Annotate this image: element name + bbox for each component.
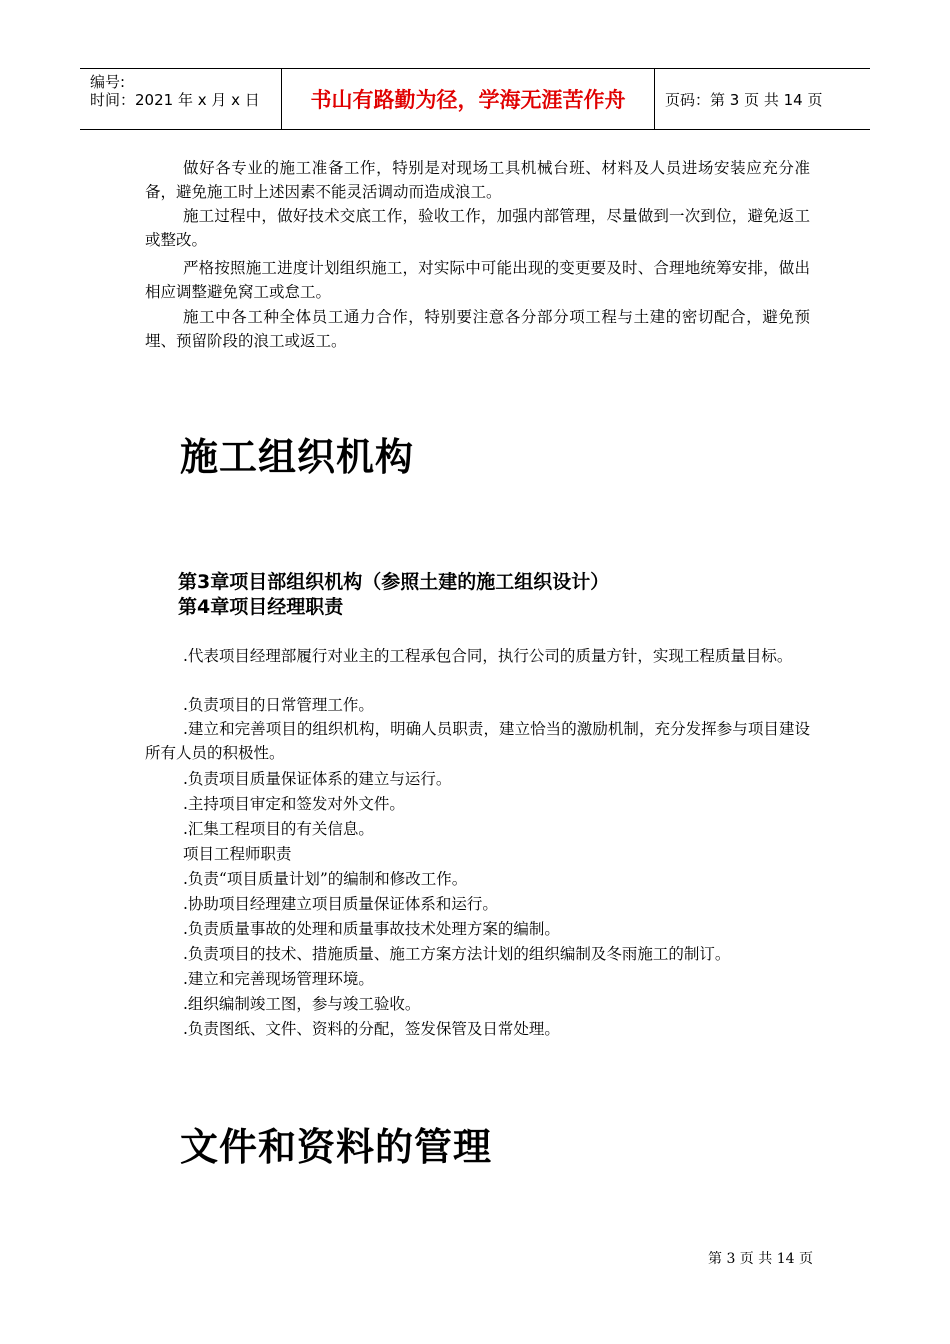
intro-paragraph: 严格按照施工进度计划组织施工，对实际中可能出现的变更要及时、合理地统筹安排，做出相应调整避免窝工或怠工。 (145, 259, 810, 301)
page-footer: 第 3 页 共 14 页 (708, 1251, 813, 1267)
chapter-3-heading: 第3章项目部组织机构（参照土建的施工组织设计） (178, 571, 610, 593)
engineer-duty-item: .负责项目的技术、措施质量、施工方案方法计划的组织编制及冬雨施工的制订。 (183, 945, 731, 963)
engineer-duty-item: .协助项目经理建立项目质量保证体系和运行。 (183, 895, 498, 913)
page-info-text: 页码：第 3 页 共 14 页 (665, 90, 823, 109)
duty-item: .代表项目经理部履行对业主的工程承包合同，执行公司的质量方针，实现工程质量目标。 (183, 647, 793, 665)
section-heading-organization: 施工组织机构 (180, 435, 415, 479)
page-header (80, 68, 870, 130)
duty-item: .负责项目的日常管理工作。 (183, 696, 374, 714)
chapter-4-heading: 第4章项目经理职责 (178, 596, 344, 618)
duty-item: .负责项目质量保证体系的建立与运行。 (183, 770, 452, 788)
document-number-label: 编号: (90, 73, 126, 91)
engineer-duties-title: 项目工程师职责 (183, 845, 292, 863)
intro-paragraph: 施工中各工种全体员工通力合作，特别要注意各分部分项工程与土建的密切配合，避免预埋、预留阶段的浪工或返工。 (145, 308, 810, 350)
header-page-info (655, 69, 870, 129)
duty-item: .汇集工程项目的有关信息。 (183, 820, 374, 838)
engineer-duty-item: .负责“项目质量计划”的编制和修改工作。 (183, 870, 468, 888)
header-motto: 书山有路勤为径，学海无涯苦作舟 (282, 69, 655, 129)
engineer-duty-item: .建立和完善现场管理环境。 (183, 970, 374, 988)
intro-paragraph: 施工过程中，做好技术交底工作，验收工作，加强内部管理，尽量做到一次到位，避免返工或整改。 (145, 207, 810, 249)
engineer-duty-item: .负责图纸、文件、资料的分配，签发保管及日常处理。 (183, 1020, 560, 1038)
engineer-duty-item: .负责质量事故的处理和质量事故技术处理方案的编制。 (183, 920, 560, 938)
duty-item: .主持项目审定和签发对外文件。 (183, 795, 405, 813)
header-meta (80, 69, 282, 129)
engineer-duty-item: .组织编制竣工图，参与竣工验收。 (183, 995, 421, 1013)
duty-item: .建立和完善项目的组织机构，明确人员职责，建立恰当的激励机制，充分发挥参与项目建设所有人员的积极性。 (145, 720, 810, 762)
section-heading-documents: 文件和资料的管理 (180, 1125, 493, 1169)
document-time-label: 时间：2021 年 x 月 x 日 (90, 91, 260, 109)
intro-paragraph: 做好各专业的施工准备工作，特别是对现场工具机械台班、材料及人员进场安装应充分准备，避免施工时上述因素不能灵活调动而造成浪工。 (145, 159, 810, 201)
